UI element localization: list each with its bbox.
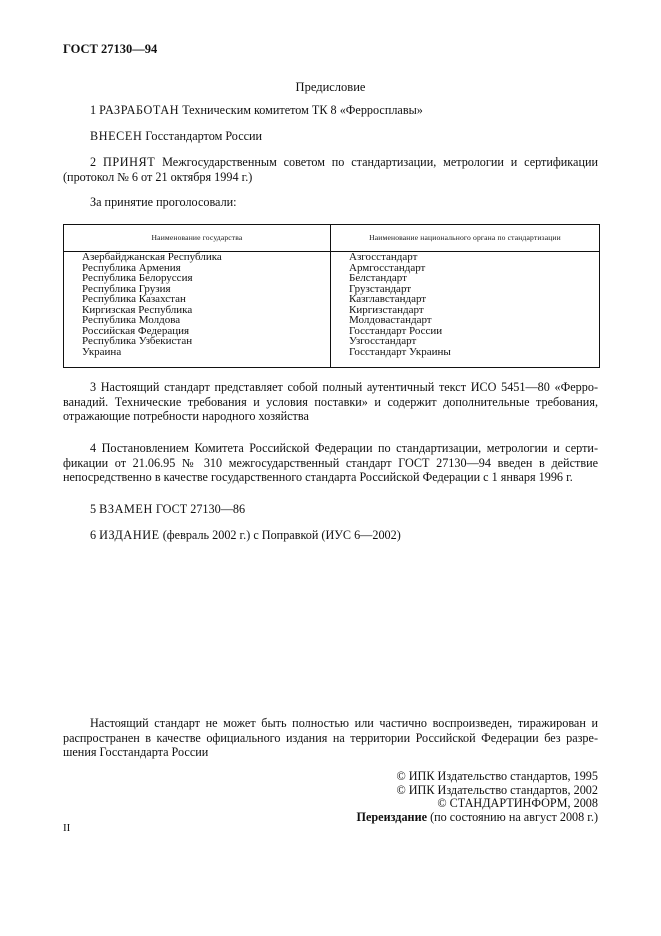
paragraph-text: Межгосударственным советом по стандартизации, метрологии и сертификации (протокол № 6 от 21 октября 1994 г.) <box>63 155 599 184</box>
reissue-label: Переиздание <box>356 810 428 824</box>
paragraph-text: Техническим комитетом ТК 8 «Ферросплавы» <box>179 103 423 117</box>
paragraph-introduced <box>63 129 598 144</box>
voting-table <box>63 224 600 368</box>
paragraph-number: 1 <box>90 103 100 117</box>
paragraph-authentic-text: 3 Настоящий стандарт представляет собой полный аутентичный текст ИСО 5451—80 «Феррованадий. Технические требования и условия поставки» и содержит дополнительные требования, отражающие потребности народного хозяйства <box>63 380 598 424</box>
table-cell-body: Госстандарт Украины <box>349 345 451 358</box>
table-cell-state: Российская Федерация <box>82 324 190 337</box>
table-header-body: Наименование национального органа по стандартизации <box>369 233 561 242</box>
table-column-divider <box>330 225 331 367</box>
page-number: II <box>63 822 71 834</box>
table-cell-body: Азгосстандарт <box>349 251 418 263</box>
paragraph-edition <box>63 528 598 543</box>
table-cell-body: Армгосстандарт <box>349 261 426 274</box>
paragraph-resolution: 4 Постановлением Комитета Российской Федерации по стандартизации, метрологии и сертификации от 21.06.95 № 310 межгосударственный стандарт ГОСТ 27130—94 введен в действие непосредственно в качестве государственного стандарта Российской Федерации с 1 января 1996 г. <box>63 441 598 485</box>
table-cell-body: Госстандарт России <box>349 324 443 337</box>
keyword-developed: РАЗРАБОТАН <box>99 103 180 117</box>
table-cell-body: Грузстандарт <box>349 282 412 295</box>
copyright-line: © ИПК Издательство стандартов, 2002 <box>396 783 598 797</box>
reissue-text: (по состоянию на август 2008 г.) <box>427 810 598 824</box>
table-cell-state: Киргизская Республика <box>82 303 193 316</box>
table-cell-state: Республика Узбекистан <box>82 335 193 348</box>
keyword-edition: ИЗДАНИЕ <box>99 528 160 542</box>
keyword-introduced: ВНЕСЕН <box>90 129 143 143</box>
table-column-bodies <box>349 252 451 357</box>
table-cell-body: Узгосстандарт <box>349 335 417 348</box>
paragraph-text: ГОСТ 27130—86 <box>152 502 246 516</box>
reissue-line <box>357 810 598 825</box>
table-header-state: Наименование государства <box>151 233 243 242</box>
table-cell-body: Киргизстандарт <box>349 303 424 316</box>
table-cell-state: Республика Грузия <box>82 282 171 295</box>
keyword-replaces: ВЗАМЕН <box>99 502 153 516</box>
table-cell-state: Республика Армения <box>82 261 181 274</box>
paragraph-text: (февраль 2002 г.) с Поправкой (ИУС 6—2002) <box>159 528 401 542</box>
table-cell-state: Республика Белоруссия <box>82 272 193 285</box>
paragraph-text: Госстандартом России <box>142 129 263 143</box>
table-cell-state: Республика Молдова <box>82 314 181 327</box>
table-cell-body: Белстандарт <box>349 272 407 285</box>
paragraph-number: 5 <box>90 502 100 516</box>
paragraph-replaces <box>63 502 598 517</box>
paragraph-adopted <box>63 155 598 184</box>
paragraph-number: 6 <box>90 528 100 542</box>
table-cell-body: Казглавстандарт <box>349 293 427 306</box>
reproduction-notice: Настоящий стандарт не может быть полностью или частично воспроизведен, тиражирован и распространен в качестве официального издания на территории Российской Федерации без разрешения Госстандарта России <box>63 716 598 760</box>
page-title: Предисловие <box>295 80 366 94</box>
keyword-adopted: ПРИНЯТ <box>102 155 156 169</box>
table-cell-state: Азербайджанская Республика <box>82 251 222 263</box>
copyright-line: © СТАНДАРТИНФОРМ, 2008 <box>437 796 598 810</box>
vote-intro: За принятие проголосовали: <box>90 195 237 209</box>
copyright-line: © ИПК Издательство стандартов, 1995 <box>396 769 598 783</box>
paragraph-developed <box>63 103 598 118</box>
table-cell-body: Молдовастандарт <box>349 314 432 327</box>
document-id: ГОСТ 27130—94 <box>63 42 158 56</box>
table-column-states <box>82 252 222 357</box>
table-cell-state: Украина <box>82 345 122 358</box>
paragraph-number: 2 <box>90 155 103 169</box>
table-cell-state: Республика Казахстан <box>82 293 186 306</box>
